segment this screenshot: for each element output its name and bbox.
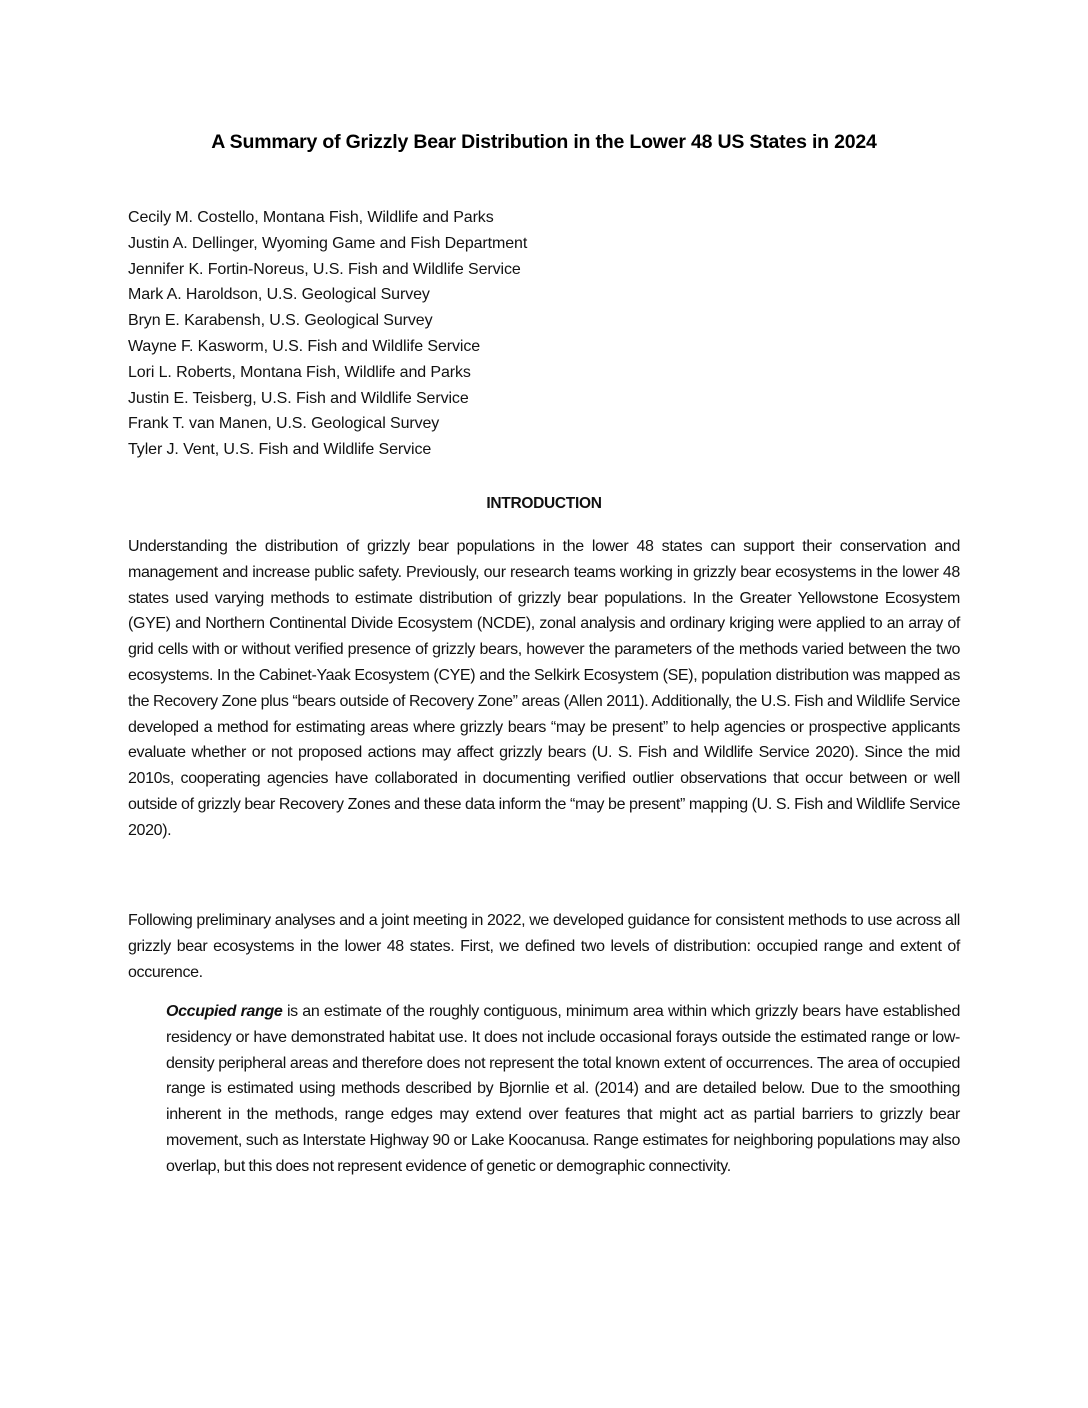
author-entry: Frank T. van Manen, U.S. Geological Survey	[128, 415, 440, 433]
author-list	[128, 205, 527, 463]
author-entry: Lori L. Roberts, Montana Fish, Wildlife and Parks	[128, 363, 471, 381]
author-entry: Tyler J. Vent, U.S. Fish and Wildlife Service	[128, 441, 432, 459]
introduction-heading: INTRODUCTION	[486, 495, 602, 512]
author-entry: Jennifer K. Fortin-Noreus, U.S. Fish and Wildlife Service	[128, 260, 521, 278]
author-entry: Bryn E. Karabensh, U.S. Geological Survey	[128, 312, 433, 330]
paragraph-text: Following preliminary analyses and a joint meeting in 2022, we developed guidance for consistent methods to use across all grizzly bear ecosystems in the lower 48 states. First, we defined two levels of distribution: occupied range and extent of occurence.	[128, 912, 960, 981]
introduction-paragraph-1	[128, 534, 960, 844]
author-entry: Justin E. Teisberg, U.S. Fish and Wildlife Service	[128, 389, 469, 407]
author-entry: Cecily M. Costello, Montana Fish, Wildlife and Parks	[128, 209, 494, 226]
author-entry: Justin A. Dellinger, Wyoming Game and Fish Department	[128, 234, 528, 252]
occupied-range-definition	[166, 999, 960, 1180]
author-entry: Wayne F. Kasworm, U.S. Fish and Wildlife Service	[128, 337, 481, 355]
document-title: A Summary of Grizzly Bear Distribution in the Lower 48 US States in 2024	[211, 131, 877, 153]
definition-text: is an estimate of the roughly contiguous, minimum area within which grizzly bears have established residency or have demonstrated habitat use. It does not include occasional forays outside the estimated range or low-density peripheral areas and therefore does not represent the total known extent of occurrences. The area of occupied range is estimated using methods described by Bjornlie et al. (2014) and are detailed below. Due to the smoothing inherent in the methods, range edges may extend over features that might act as partial barriers to grizzly bear movement, such as Interstate Highway 90 or Lake Koocanusa. Range estimates for neighboring populations may also overlap, but this does not represent evidence of genetic or demographic connectivity.	[166, 1003, 960, 1175]
paragraph-text: Understanding the distribution of grizzly bear populations in the lower 48 states can support their conservation and management and increase public safety. Previously, our research teams working in grizzly bear ecosystems in the lower 48 states used varying methods to estimate distribution of grizzly bear populations. In the Greater Yellowstone Ecosystem (GYE) and Northern Continental Divide Ecosystem (NCDE), zonal analysis and ordinary kriging were applied to an array of grid cells with or without verified presence of grizzly bears, however the parameters of the methods varied between the two ecosystems. In the Cabinet-Yaak Ecosystem (CYE) and the Selkirk Ecosystem (SE), population distribution was mapped as the Recovery Zone plus “bears outside of Recovery Zone” areas (Allen 2011). Additionally, the U.S. Fish and Wildlife Service developed a method for estimating areas where grizzly bears “may be present” to help agencies or prospective applicants evaluate whether or not proposed actions may affect grizzly bears (U. S. Fish and Wildlife Service 2020). Since the mid 2010s, cooperating agencies have collaborated in documenting verified outlier observations that occur between or well outside of grizzly bear Recovery Zones and these data inform the “may be present” mapping (U. S. Fish and Wildlife Service 2020).	[128, 538, 960, 839]
author-entry: Mark A. Haroldson, U.S. Geological Survey	[128, 286, 430, 304]
definition-term: Occupied range	[166, 1003, 283, 1020]
introduction-paragraph-2	[128, 908, 960, 985]
